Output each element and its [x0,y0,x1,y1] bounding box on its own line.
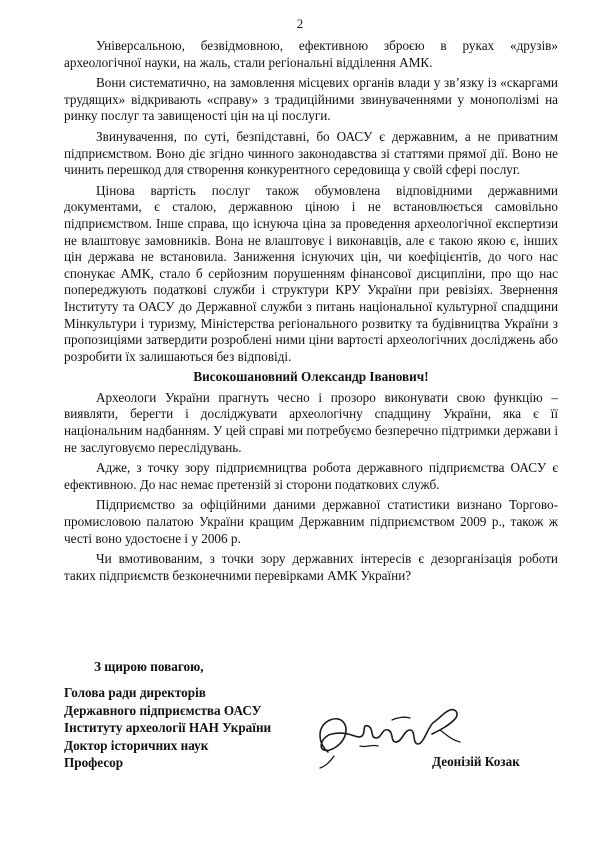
paragraph: Чи вмотивованим, з точки зору державних інтересів є дезорганізація роботи таких підприємств безконечними перевірками АМК України? [64,551,558,583]
signer-title: Професор [64,755,124,771]
salutation: Високошановний Олександр Іванович! [193,369,429,385]
paragraph: Цінова вартість послуг також обумовлена відповідними державними документами, є сталою, державною ціною і не встановлюється самовільно підприємством. Інше справа, що існуюча ціна за проведення археологічної експертизи не влаштовує замовників. Вона не влаштовує і виконавців, але є такою якою є, інших цін держава не встановила. Заниження існуючих цін, чи коефіцієнтів, до чого нас спонукає АМК, стало б серйозним порушенням фінансової дисципліни, про що нас попереджують податкові служби і структури КРУ України при ревізіях. Звернення Інституту та ОАСУ до Державної служби з питань національної культурної спадщини Мінкультури і туризму, Міністерства регіонального розвитку та будівництва України з пропозиціями затвердити розроблені ними ціни вартості археологічних досліджень або розробити їх залишаються без відповіді. [64,182,558,364]
page-number: 2 [296,16,304,31]
letter-body [64,38,558,588]
paragraph: Археологи України прагнуть чесно і прозоро виконувати свою функцію – виявляти, берегти і досліджувати археологічну спадщину України, яка є її національним надбанням. У цей справі ми потребуємо безперечно підтримки держави і не заслуговуємо переслідувань. [64,389,558,455]
signer-institute: Інституту археології НАН України [64,720,272,736]
signer-position: Голова ради директорів [64,685,206,700]
paragraph: Підприємство за офіційними даними державної статистики визнано Торгово-промисловою палатою України кращим Державним підприємством 2009 р., також ж честі воно удостоєне і у 2006 р. [64,497,558,546]
paragraph: Вони систематично, на замовлення місцевих органів влади у зв’язку із «скаргами трудящих» відкривають «справу» з традиційними звинуваченнями у монополізмі на ринку послуг та завищеності цін на ці послуги. [64,75,558,124]
paragraph: Універсальною, безвідмовною, ефективною зброєю в руках «друзів» археологічної науки, на жаль, стали регіональні відділення АМК. [64,38,558,70]
signer-name: Деонізій Козак [432,754,520,769]
signer-degree: Доктор історичних наук [64,737,209,753]
paragraph: Звинувачення, по суті, безпідставні, бо ОАСУ є державним, а не приватним підприємством. Воно діє згідно чинного законодавства зі статтями прямої дії. Воно не чинить перешкод для створення конкурентного середовища у своїй сфері послуг. [64,128,558,178]
paragraph: Адже, з точку зору підприємництва робота державного підприємства ОАСУ є ефективною. До нас немає претензій зі сторони податкових служб. [64,460,558,492]
signer-organization: Державного підприємства ОАСУ [64,702,262,718]
signature-block [64,684,271,772]
closing: З щирою повагою, [94,659,204,674]
